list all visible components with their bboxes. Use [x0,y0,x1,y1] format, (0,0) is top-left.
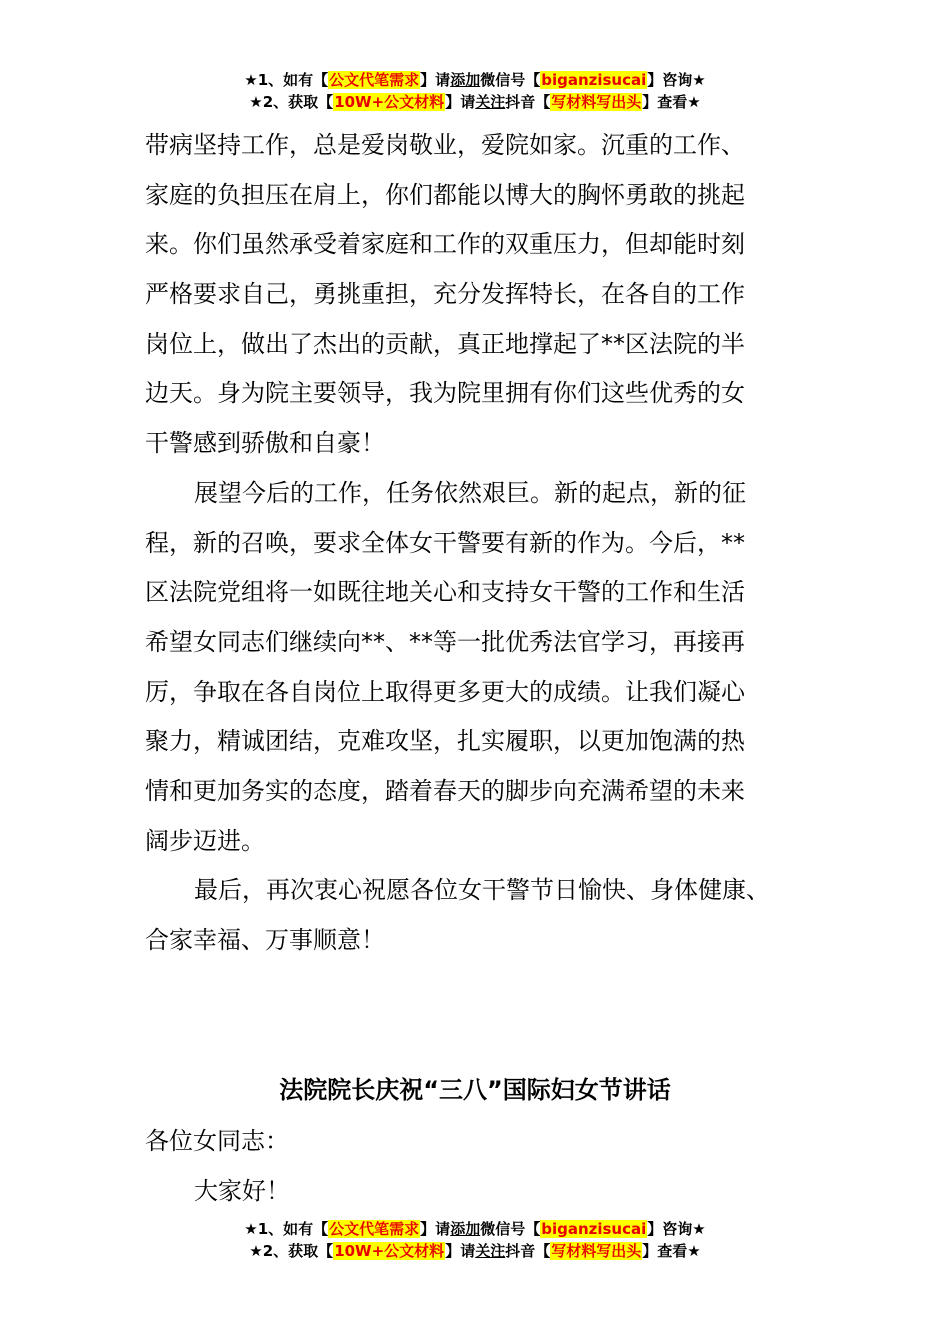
banner-underline: 添加 [450,1220,481,1238]
banner-text: 抖音【 [505,1242,551,1260]
banner-highlight: 写材料写出头 [551,93,642,111]
body-line: 来。你们虽然承受着家庭和工作的双重压力，但却能时刻 [145,230,745,259]
body-line: 最后，再次衷心祝愿各位女干警节日愉快、身体健康、 [194,876,770,905]
body-line: 情和更加务实的态度，踏着春天的脚步向充满希望的未来 [145,776,745,805]
banner-highlight: biganzisucai [541,1220,647,1238]
banner-underline: 添加 [450,71,481,89]
speech-opening [145,1117,825,1216]
body-line: 厉，争取在各自岗位上取得更多更大的成绩。让我们凝心 [145,677,745,706]
body-line: 合家幸福、万事顺意！ [145,926,385,954]
greeting: 各位女同志： [145,1127,289,1155]
body-line: 聚力，精诚团结，克难攻坚，扎实履职，以更加饱满的热 [145,727,745,756]
body-line: 区法院党组将一如既往地关心和支持女干警的工作和生活 [145,578,745,607]
banner-text: ★2、获取【 [249,1242,334,1260]
header-banner [0,69,950,113]
banner-highlight: biganzisucai [541,71,647,89]
banner-text: 】查看★ [642,93,701,111]
document-body [145,121,825,966]
banner-text: ★2、获取【 [249,93,334,111]
banner-text: ★1、如有【 [244,71,329,89]
speech-title: 法院院长庆祝“三八”国际妇女节讲话 [279,1076,671,1104]
banner-highlight: 10W+公文材料 [334,93,445,111]
banner-text: 】咨询★ [647,1220,706,1238]
body-line: 岗位上，做出了杰出的贡献，真正地撑起了**区法院的半 [145,329,745,358]
banner-highlight: 公文代笔需求 [329,1220,420,1238]
body-line: 带病坚持工作，总是爱岗敬业，爱院如家。沉重的工作、 [145,131,745,159]
banner-line-1 [0,1218,950,1240]
hello-line: 大家好！ [194,1176,290,1205]
banner-line-1 [0,69,950,91]
body-line: 家庭的负担压在肩上，你们都能以博大的胸怀勇敢的挑起 [145,180,745,209]
banner-highlight: 10W+公文材料 [334,1242,445,1260]
body-line: 边天。身为院主要领导，我为院里拥有你们这些优秀的女 [145,379,745,408]
body-line: 希望女同志们继续向**、**等一批优秀法官学习，再接再 [145,627,745,656]
banner-text: 】请 [445,1242,476,1260]
banner-text: 抖音【 [505,93,551,111]
banner-text: 】请 [420,71,451,89]
banner-text: 微信号【 [480,71,541,89]
banner-line-2 [0,1240,950,1262]
body-line: 阔步迈进。 [145,826,265,855]
banner-text: 】咨询★ [647,71,706,89]
banner-text: 微信号【 [480,1220,541,1238]
banner-text: 】查看★ [642,1242,701,1260]
body-line: 程，新的召唤，要求全体女干警要有新的作为。今后，** [145,528,745,557]
banner-line-2 [0,91,950,113]
body-line: 干警感到骄傲和自豪！ [145,429,385,458]
body-line: 严格要求自己，勇挑重担，充分发挥特长，在各自的工作 [145,280,745,309]
banner-highlight: 写材料写出头 [551,1242,642,1260]
banner-text: ★1、如有【 [244,1220,329,1238]
body-line: 展望今后的工作，任务依然艰巨。新的起点，新的征 [194,478,746,507]
banner-highlight: 公文代笔需求 [329,71,420,89]
banner-text: 】请 [445,93,476,111]
footer-banner [0,1218,950,1262]
banner-text: 】请 [420,1220,451,1238]
banner-underline: 关注 [475,1242,506,1260]
banner-underline: 关注 [475,93,506,111]
